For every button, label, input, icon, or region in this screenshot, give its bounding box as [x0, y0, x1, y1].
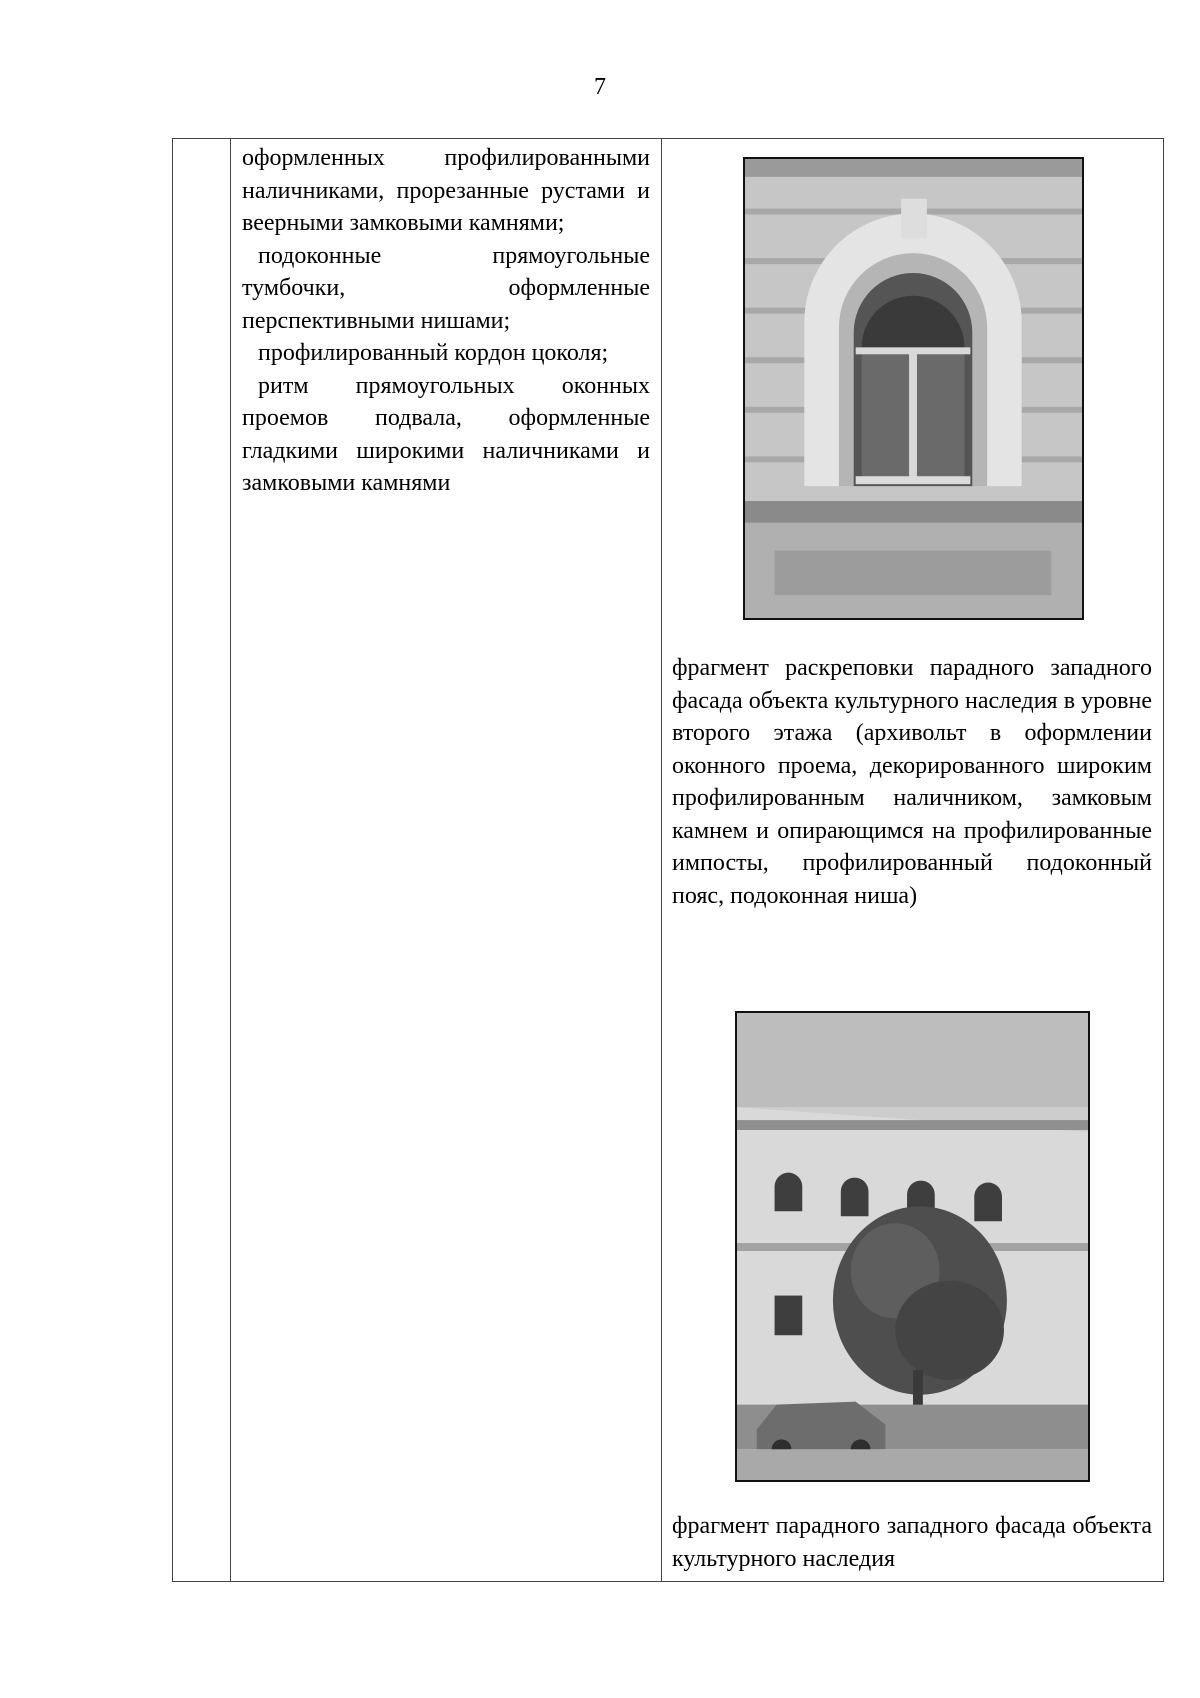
paragraph-1: оформленных профилированными наличниками, прорезанные рустами и веерными замковыми камнями; [242, 145, 650, 236]
caption-1: фрагмент раскреповки парадного западного фасада объекта культурного наследия в уровне второго этажа (архивольт в оформлении оконного проема, декорированного широким профилированным наличником, замковым камнем и опирающимся на профилированные импосты, профилированный подоконный пояс, подоконная ниша) [672, 655, 1152, 909]
caption-2: фрагмент парадного западного фасада объекта культурного наследия [672, 1513, 1152, 1572]
page-number: 7 [594, 74, 606, 100]
column-divider-2 [661, 139, 662, 1581]
column-divider-1 [230, 139, 231, 1581]
photo-window-arch [745, 159, 1082, 618]
window-arch-photo [743, 157, 1084, 620]
left-cell-text [242, 142, 650, 500]
paragraph-4: ритм прямоугольных оконных проемов подвала, оформленные гладкими широкими наличниками и замковыми камнями [242, 372, 650, 496]
photo-facade-tree [737, 1013, 1088, 1480]
facade-photo [735, 1011, 1090, 1482]
paragraph-2: подоконные прямоугольные тумбочки, оформленные перспективными нишами; [242, 242, 650, 334]
paragraph-3: профилированный кордон цоколя; [258, 340, 609, 366]
